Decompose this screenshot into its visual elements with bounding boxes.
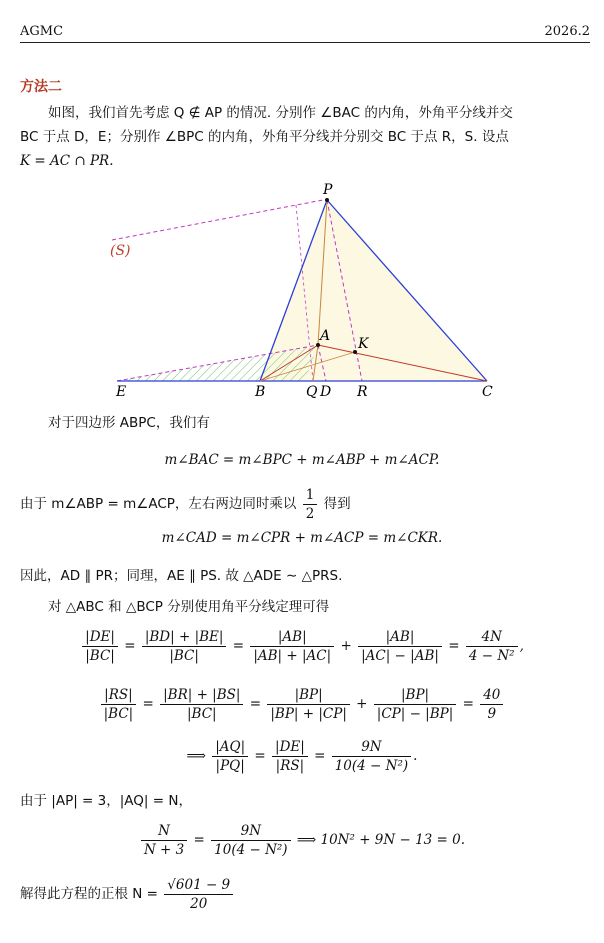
journal-name: AGMC (20, 24, 64, 39)
since-line (20, 486, 586, 523)
quadratic-equation: 10N² + 9N − 13 = 0. (320, 832, 466, 848)
eq1-frac-d-den: |AC| − |AB| (361, 648, 439, 664)
parallel-line: 因此，AD ∥ PR；同理，AE ∥ PS. 故 △ADE ∼ △PRS. (20, 568, 343, 584)
eq1-frac-b-num: |BD| + |BE| (142, 628, 227, 647)
bisector-theorem-line: 对 △ABC 和 △BCP 分别使用角平分线定理可得 (48, 599, 330, 615)
equation-row-1: $\frac{|DE|}{|BC|}$ = $\frac{|BD| + |BE|}{|BC|}$ = $\frac{|AB|}{|AB| + |AC|}$ + $\frac{|AB|}{|AC| - |AB|}$ = $\frac{4N}{\text{4 − N²}}$ , (0, 628, 604, 665)
quad-intro: 对于四边形 ABPC，我们有 (48, 415, 210, 431)
equation-row-2: $\frac{|RS|}{|BC|}$ = $\frac{|BR| + |BS|}{|BC|}$ = $\frac{|BP|}{|BP| + |CP|}$ + $\frac{|BP|}{|CP| - |BP|}$ = $\frac{40}{9}$ (0, 686, 604, 723)
since-text: 由于 m∠ABP = m∠ACP，左右两边同时乘以 (20, 496, 297, 512)
eq4-frac-b-den: 10(4 − N²) (214, 842, 288, 858)
eq1-frac-e-den: 4 − N² (468, 648, 515, 664)
eq2-frac-d-den: |CP| − |BP| (376, 706, 454, 722)
issue-date: 2026.2 (544, 24, 590, 39)
eq3-frac-a-den: |PQ| (215, 758, 245, 774)
eq2-frac-b-num: |BR| + |BS| (160, 686, 243, 705)
eq2-frac-c-den: |BP| + |CP| (270, 706, 347, 722)
point-k (353, 350, 357, 354)
eq4-frac-b-num: 9N (211, 822, 290, 841)
since-end: 得到 (323, 496, 351, 512)
equation-angle-sum: m∠BAC = m∠BPC + m∠ABP + m∠ACP. (164, 452, 440, 468)
label-q: Q (306, 384, 318, 400)
half-fraction (303, 486, 318, 523)
eq4-frac-a-num: N (141, 822, 187, 841)
external-bisector-ps (112, 199, 328, 240)
eq3-frac-c-den: 10(4 − N²) (334, 758, 409, 774)
eq1-frac-c-num: |AB| (250, 628, 334, 647)
label-e: E (116, 384, 127, 400)
root-den: 20 (190, 896, 208, 912)
section-title: 方法二 (20, 79, 62, 95)
intro-line-1: 如图，我们首先考虑 Q ∉ AP 的情况. 分别作 ∠BAC 的内角，外角平分线并交 (48, 105, 513, 121)
eq3-frac-b-den: |RS| (275, 758, 305, 774)
label-a: A (320, 328, 331, 344)
eq1-frac-a-den: |BC| (85, 648, 115, 664)
eq3-frac-a-num: |AQ| (212, 738, 248, 757)
label-p: P (323, 182, 333, 198)
eq2-frac-c-num: |BP| (267, 686, 350, 705)
eq2-frac-b-den: |BC| (186, 706, 217, 722)
label-r: R (357, 384, 368, 400)
eq4-frac-a-den: N + 3 (143, 842, 185, 858)
eq2-frac-d-num: |BP| (374, 686, 457, 705)
equation-row-3: ⟹ $\frac{|AQ|}{|PQ|}$ = $\frac{|DE|}{|RS|}$ = $\frac{9N}{\text{10(4 − N²)}}$ . (186, 739, 418, 774)
half-den: 2 (305, 506, 315, 522)
label-d: D (320, 384, 332, 400)
eq1-frac-e-num: 4N (466, 628, 518, 647)
eq3-frac-b-num: |DE| (272, 738, 308, 757)
eq1-frac-b-den: |BC| (169, 648, 199, 664)
label-c: C (482, 384, 493, 400)
equation-row-4: $\frac{N}{N + 3}$ = $\frac{9N}{\text{10(4 − N²)}}$ ⟹ 10N² + 9N − 13 = 0. (0, 822, 604, 859)
point-p (325, 198, 329, 202)
equation-angle-half: m∠CAD = m∠CPR + m∠ACP = m∠CKR. (161, 530, 443, 546)
eq2-frac-e-den: 9 (487, 706, 497, 722)
eq1-frac-d-num: |AB| (358, 628, 442, 647)
intro-line-2: BC 于点 D，E；分别作 ∠BPC 的内角，外角平分线并分别交 BC 于点 R，S. 设点 (20, 129, 509, 145)
given-line: 由于 |AP| = 3，|AQ| = N， (20, 793, 192, 809)
label-k: K (358, 336, 369, 352)
eq1-frac-c-den: |AB| + |AC| (253, 648, 332, 664)
eq2-frac-a-num: |RS| (101, 686, 137, 705)
solution-text: 解得此方程的正根 N = (20, 886, 158, 902)
label-b: B (255, 384, 266, 400)
root-num: √601 − 9 (164, 876, 233, 895)
eq2-frac-a-den: |BC| (103, 706, 134, 722)
intro-line-3: K = AC ∩ PR. (20, 153, 114, 169)
solution-line (20, 876, 586, 913)
eq3-frac-c-num: 9N (332, 738, 411, 757)
eq1-frac-a-num: |DE| (82, 628, 118, 647)
eq2-frac-e-num: 40 (480, 686, 503, 705)
half-num: 1 (303, 486, 318, 505)
label-s: (S) (110, 243, 131, 259)
